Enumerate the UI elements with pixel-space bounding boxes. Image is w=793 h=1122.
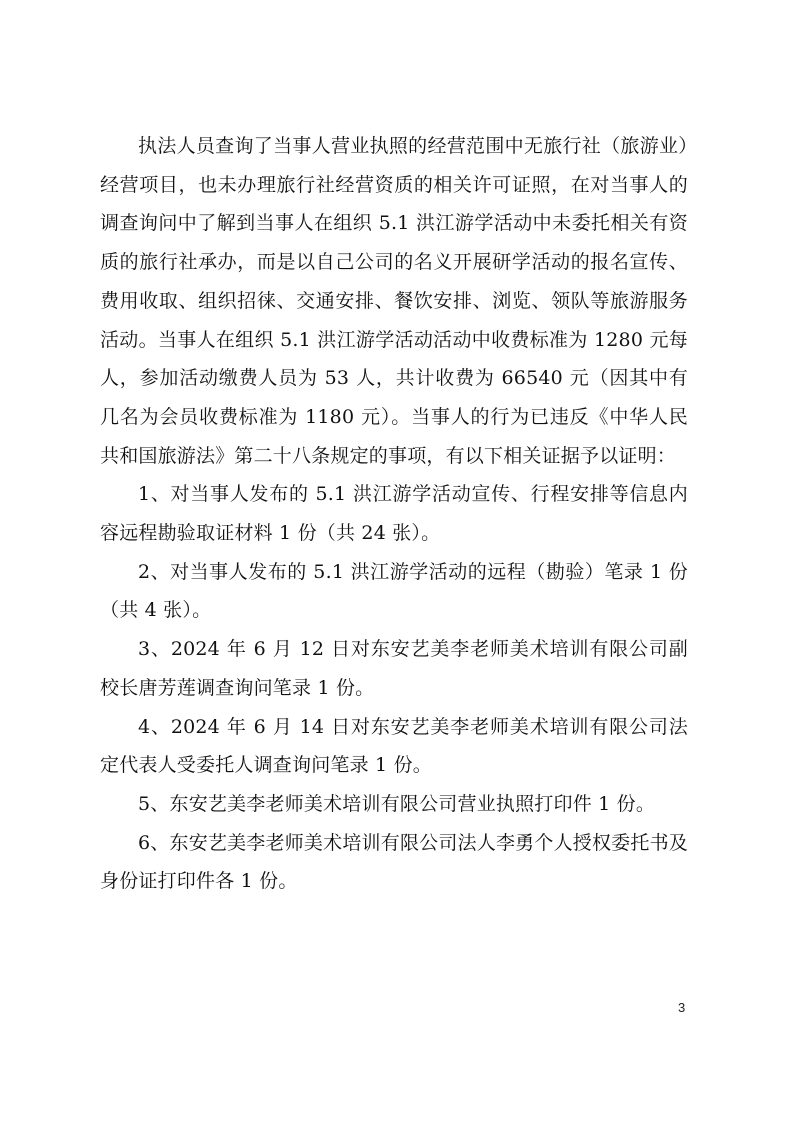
document-body bbox=[100, 127, 688, 901]
page-number: 3 bbox=[678, 1000, 686, 1015]
evidence-item-3: 3、2024 年 6 月 12 日对东安艺美李老师美术培训有限公司副校长唐芳莲调查询问笔录 1 份。 bbox=[100, 638, 688, 699]
evidence-item-5: 5、东安艺美李老师美术培训有限公司营业执照打印件 1 份。 bbox=[138, 792, 656, 815]
paragraph-findings: 执法人员查询了当事人营业执照的经营范围中无旅行社（旅游业）经营项目，也未办理旅行社经营资质的相关许可证照，在对当事人的调查询问中了解到当事人在组织 5.1 洪江游学活动中未委托相关有资质的旅行社承办，而是以自己公司的名义开展研学活动的报名宣传、费用收取、组织招徕、交通安排、餐饮安排、浏览、领队等旅游服务活动。当事人在组织 5.1 洪江游学活动活动中收费标准为 1280 元每人，参加活动缴费人员为 53 人，共计收费为 66540 元（因其中有几名为会员收费标准为 1180 元）。当事人的行为已违反《中华人民共和国旅游法》第二十八条规定的事项，有以下相关证据予以证明： bbox=[100, 135, 688, 467]
evidence-item-6: 6、东安艺美李老师美术培训有限公司法人李勇个人授权委托书及身份证打印件各 1 份。 bbox=[100, 831, 688, 893]
evidence-item-4: 4、2024 年 6 月 14 日对东安艺美李老师美术培训有限公司法定代表人受委托人调查询问笔录 1 份。 bbox=[100, 715, 688, 777]
evidence-item-1: 1、对当事人发布的 5.1 洪江游学活动宣传、行程安排等信息内容远程勘验取证材料 1 份（共 24 张）。 bbox=[100, 483, 688, 545]
evidence-item-2: 2、对当事人发布的 5.1 洪江游学活动的远程（勘验）笔录 1 份（共 4 张）。 bbox=[100, 560, 688, 622]
